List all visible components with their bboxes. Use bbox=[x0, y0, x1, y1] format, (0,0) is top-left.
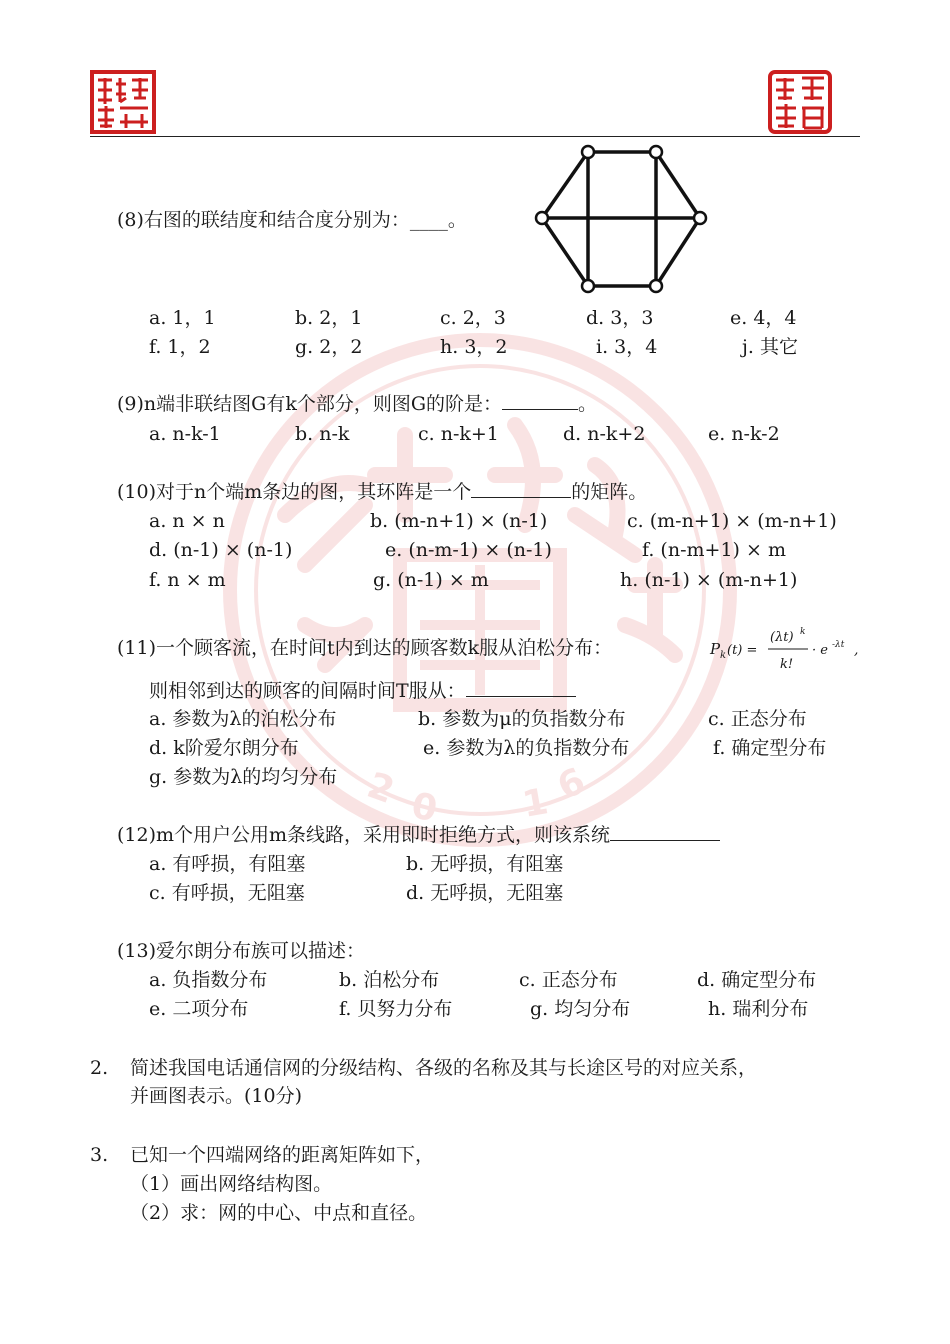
q11-option: g. 参数为λ的均匀分布 bbox=[149, 766, 338, 788]
section-2-number: 2. bbox=[90, 1057, 109, 1079]
q10-answer-blank bbox=[471, 479, 571, 498]
formula-den: k! bbox=[780, 657, 794, 672]
svg-text:0: 0 bbox=[408, 785, 441, 831]
q8-option: h. 3，2 bbox=[440, 336, 508, 358]
q8-option: j. 其它 bbox=[742, 336, 798, 358]
q13-stem: (13)爱尔朗分布族可以描述： bbox=[117, 940, 366, 962]
svg-text:6: 6 bbox=[551, 760, 592, 809]
section-3-line1: 已知一个四端网络的距离矩阵如下， bbox=[130, 1144, 435, 1166]
formula-num-exp: k bbox=[800, 627, 806, 637]
q9-option: d. n-k+2 bbox=[563, 423, 646, 445]
section-2-line1: 简述我国电话通信网的分级结构、各级的名称及其与长途区号的对应关系， bbox=[130, 1057, 758, 1079]
q13-option: g. 均匀分布 bbox=[530, 998, 631, 1020]
q13-option: c. 正态分布 bbox=[519, 969, 618, 991]
q13-option: d. 确定型分布 bbox=[697, 969, 817, 991]
q11-option: e. 参数为λ的负指数分布 bbox=[423, 737, 630, 759]
left-seal-stamp bbox=[90, 70, 156, 134]
formula-tail-exp: -λt bbox=[832, 640, 845, 650]
q12-answer-blank bbox=[610, 822, 720, 841]
q8-option: c. 2，3 bbox=[440, 307, 506, 329]
q13-option: b. 泊松分布 bbox=[339, 969, 440, 991]
q9-option: e. n-k-2 bbox=[708, 423, 780, 445]
q10-stem: (10)对于n个端m条边的图，其环阵是一个 bbox=[117, 481, 472, 503]
q8-option: f. 1，2 bbox=[149, 336, 211, 358]
svg-text:2: 2 bbox=[361, 764, 400, 813]
formula-num: (λt) bbox=[770, 630, 794, 645]
q10-option: c. (m-n+1) × (m-n+1) bbox=[627, 510, 837, 532]
section-2-line2: 并画图表示。(10分) bbox=[130, 1085, 303, 1107]
q9-stem-end: 。 bbox=[578, 393, 598, 415]
q10-option: h. (n-1) × (m-n+1) bbox=[620, 569, 798, 591]
q12-option: a. 有呼损，有阻塞 bbox=[149, 853, 306, 875]
formula-p: P bbox=[710, 640, 721, 658]
q10-option: a. n × n bbox=[149, 510, 225, 532]
q8-option: d. 3，3 bbox=[586, 307, 654, 329]
q10-option: d. (n-1) × (n-1) bbox=[149, 539, 293, 561]
q8-answer-blank: ____ bbox=[409, 209, 448, 231]
hexagon-graph-figure bbox=[530, 140, 710, 300]
q12-option: c. 有呼损，无阻塞 bbox=[149, 882, 305, 904]
q9-option: a. n-k-1 bbox=[149, 423, 221, 445]
q11-answer-blank bbox=[466, 678, 576, 697]
section-3-sub2: （2）求：网的中心、中点和直径。 bbox=[130, 1202, 428, 1224]
q13-option: a. 负指数分布 bbox=[149, 969, 268, 991]
q13-option: f. 贝努力分布 bbox=[339, 998, 453, 1020]
section-3-sub1: （1）画出网络结构图。 bbox=[130, 1173, 333, 1195]
q11-stem: (11)一个顾客流，在时间t内到达的顾客数k服从泊松分布： bbox=[117, 637, 613, 659]
q8-option: g. 2，2 bbox=[295, 336, 363, 358]
q9-stem: (9)n端非联结图G有k个部分，则图G的阶是： bbox=[117, 393, 503, 415]
q13-option: h. 瑞利分布 bbox=[708, 998, 809, 1020]
svg-text:1: 1 bbox=[519, 781, 552, 826]
formula-sub: k bbox=[720, 650, 727, 661]
poisson-formula bbox=[708, 626, 868, 672]
formula-arg: (t) = bbox=[727, 643, 758, 658]
q11-option: b. 参数为μ的负指数分布 bbox=[418, 708, 626, 730]
q8-stem-end: 。 bbox=[447, 209, 467, 231]
q8-stem: (8)右图的联结度和结合度分别为： bbox=[117, 209, 410, 231]
section-3-number: 3. bbox=[90, 1144, 109, 1166]
right-seal-stamp bbox=[768, 70, 832, 134]
q11-option: c. 正态分布 bbox=[708, 708, 807, 730]
q9-answer-blank bbox=[502, 391, 578, 410]
q11-option: f. 确定型分布 bbox=[713, 737, 827, 759]
q8-option: b. 2，1 bbox=[295, 307, 363, 329]
formula-end: , bbox=[854, 642, 859, 658]
q12-option: b. 无呼损，有阻塞 bbox=[406, 853, 564, 875]
q8-option: i. 3，4 bbox=[596, 336, 658, 358]
q9-option: b. n-k bbox=[295, 423, 350, 445]
q10-stem-end: 的矩阵。 bbox=[571, 481, 648, 503]
q11-option: a. 参数为λ的泊松分布 bbox=[149, 708, 337, 730]
q9-option: c. n-k+1 bbox=[418, 423, 499, 445]
q10-option: f. (n-m+1) × m bbox=[642, 539, 786, 561]
q10-option: e. (n-m-1) × (n-1) bbox=[385, 539, 552, 561]
q11-line2: 则相邻到达的顾客的间隔时间T服从： bbox=[149, 680, 466, 702]
q10-option: g. (n-1) × m bbox=[373, 569, 489, 591]
q11-option: d. k阶爱尔朗分布 bbox=[149, 737, 299, 759]
header-rule bbox=[90, 136, 860, 137]
q13-option: e. 二项分布 bbox=[149, 998, 249, 1020]
q8-option: e. 4，4 bbox=[730, 307, 797, 329]
q10-option: b. (m-n+1) × (n-1) bbox=[370, 510, 548, 532]
q10-option: f. n × m bbox=[149, 569, 226, 591]
q8-option: a. 1，1 bbox=[149, 307, 216, 329]
formula-tail: · e bbox=[812, 643, 828, 658]
q12-option: d. 无呼损，无阻塞 bbox=[406, 882, 564, 904]
q12-stem: (12)m个用户公用m条线路，采用即时拒绝方式，则该系统 bbox=[117, 824, 611, 846]
